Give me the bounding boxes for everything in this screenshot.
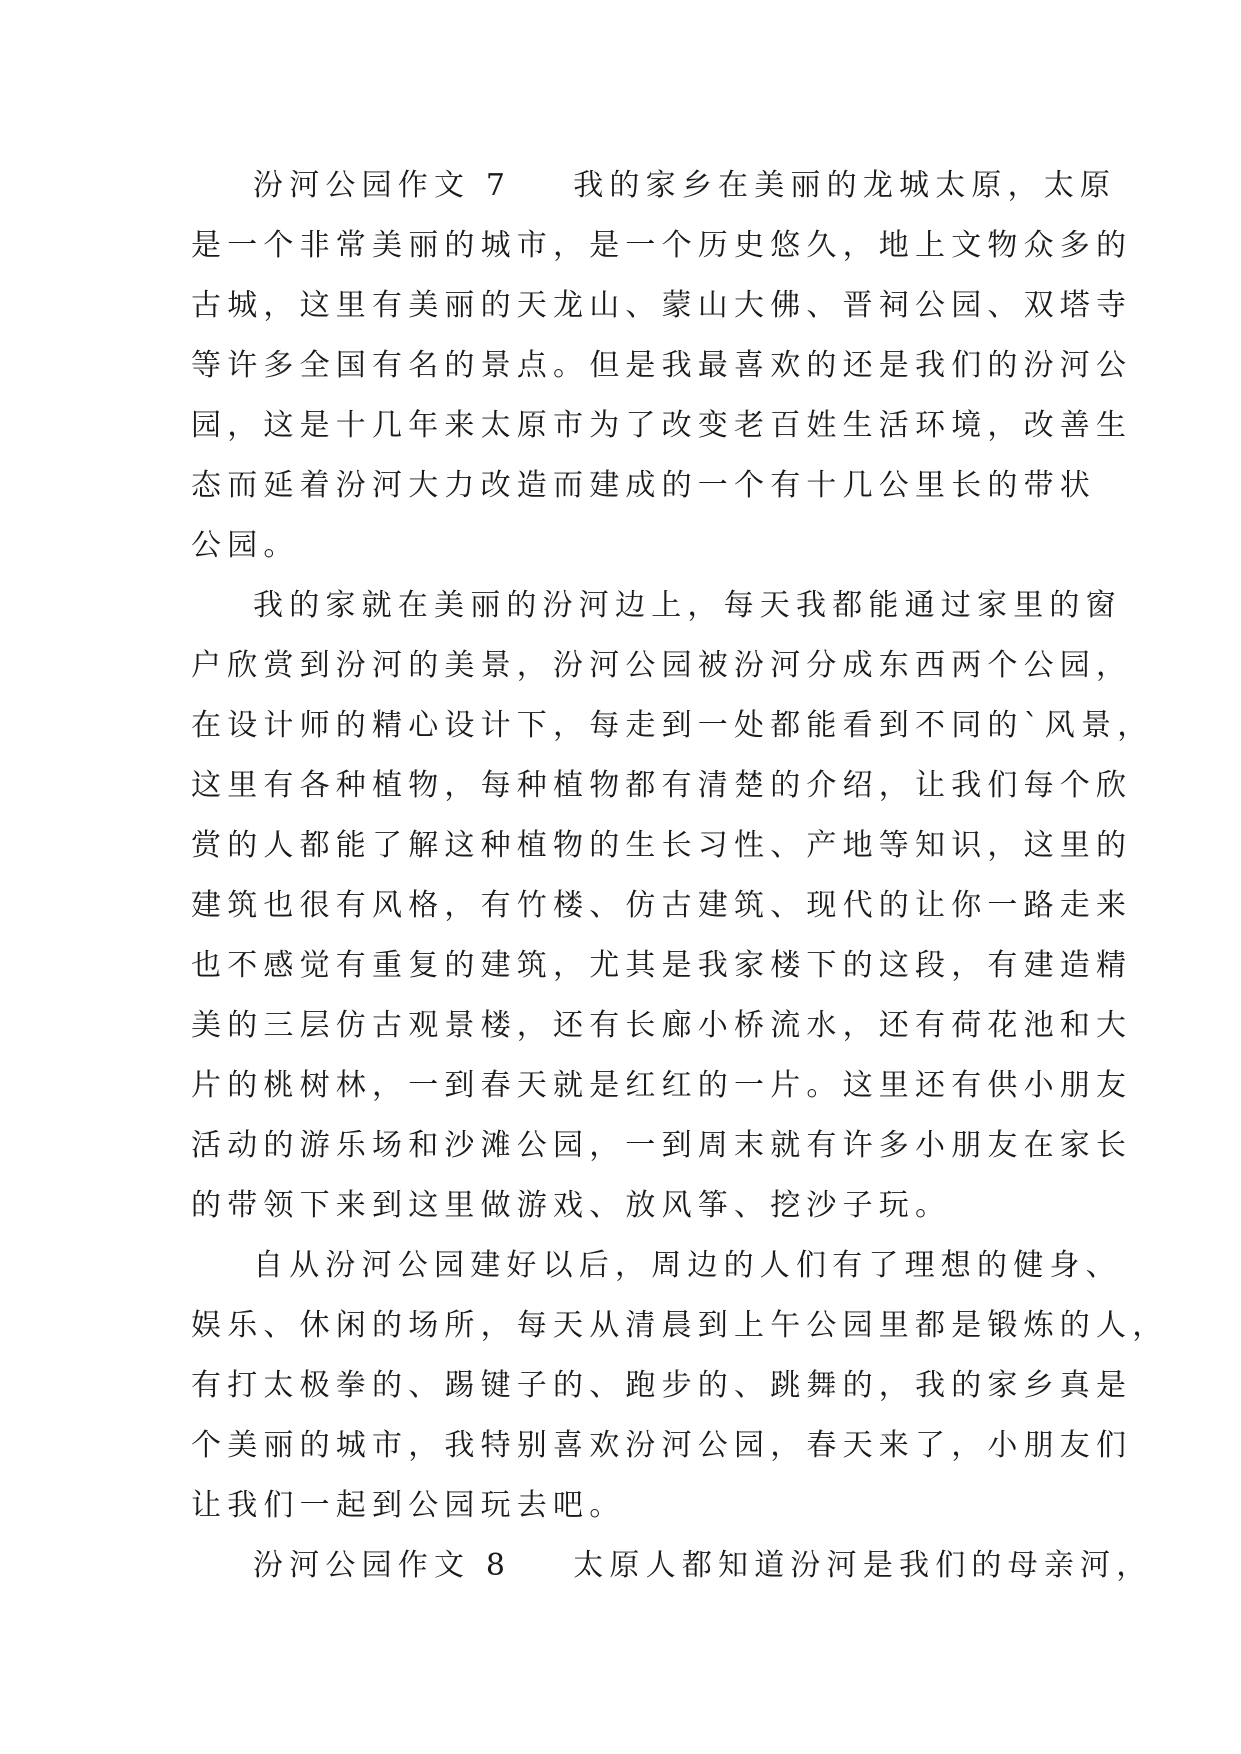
- paragraph-line: 在设计师的精心设计下，每走到一处都能看到不同的`风景，: [191, 708, 1154, 743]
- paragraph-text: 我的家乡在美丽的龙城太原，太原: [573, 168, 1117, 203]
- paragraph-line: 园，这是十几年来太原市为了改变老百姓生活环境，改善生: [191, 408, 1133, 443]
- paragraph-line: 是一个非常美丽的城市，是一个历史悠久，地上文物众多的: [191, 228, 1133, 263]
- paragraph-line: 古城，这里有美丽的天龙山、蒙山大佛、晋祠公园、双塔寺: [191, 288, 1133, 323]
- paragraph-line: 赏的人都能了解这种植物的生长习性、产地等知识，这里的: [191, 828, 1133, 863]
- paragraph-line: 让我们一起到公园玩去吧。: [191, 1488, 626, 1523]
- paragraph-line: 自从汾河公园建好以后，周边的人们有了理想的健身、: [253, 1248, 1122, 1283]
- paragraph-line: 活动的游乐场和沙滩公园，一到周末就有许多小朋友在家长: [191, 1128, 1133, 1163]
- paragraph-line: 片的桃树林，一到春天就是红红的一片。这里还有供小朋友: [191, 1068, 1133, 1103]
- paragraph-line: 娱乐、休闲的场所，每天从清晨到上午公园里都是锻炼的人，: [191, 1308, 1169, 1343]
- essay-heading: 汾河公园作文 8: [253, 1548, 512, 1583]
- paragraph-line: 个美丽的城市，我特别喜欢汾河公园，春天来了，小朋友们: [191, 1428, 1133, 1463]
- essay-heading: 汾河公园作文 7: [253, 168, 512, 203]
- paragraph-text: 太原人都知道汾河是我们的母亲河，: [573, 1548, 1153, 1583]
- paragraph-3: [191, 1236, 1169, 1536]
- paragraph-line: 户欣赏到汾河的美景，汾河公园被汾河分成东西两个公园，: [191, 648, 1133, 683]
- paragraph-line: 美的三层仿古观景楼，还有长廊小桥流水，还有荷花池和大: [191, 1008, 1133, 1043]
- paragraph-line: 建筑也很有风格，有竹楼、仿古建筑、现代的让你一路走来: [191, 888, 1133, 923]
- paragraph-line: [191, 156, 1117, 216]
- paragraph-2: [191, 576, 1154, 1236]
- paragraph-1: [191, 156, 1133, 576]
- paragraph-line: 这里有各种植物，每种植物都有清楚的介绍，让我们每个欣: [191, 768, 1133, 803]
- paragraph-line: 态而延着汾河大力改造而建成的一个有十几公里长的带状: [191, 468, 1096, 503]
- paragraph-4: [191, 1536, 1153, 1596]
- paragraph-line: 公园。: [191, 528, 300, 563]
- paragraph-line: 有打太极拳的、踢键子的、跑步的、跳舞的，我的家乡真是: [191, 1368, 1133, 1403]
- paragraph-line: 的带领下来到这里做游戏、放风筝、挖沙子玩。: [191, 1188, 952, 1223]
- paragraph-line: 也不感觉有重复的建筑，尤其是我家楼下的这段，有建造精: [191, 948, 1133, 983]
- paragraph-line: [191, 1536, 1153, 1596]
- paragraph-line: 等许多全国有名的景点。但是我最喜欢的还是我们的汾河公: [191, 348, 1133, 383]
- document-page: [191, 156, 1169, 1596]
- paragraph-line: 我的家就在美丽的汾河边上，每天我都能通过家里的窗: [253, 588, 1122, 623]
